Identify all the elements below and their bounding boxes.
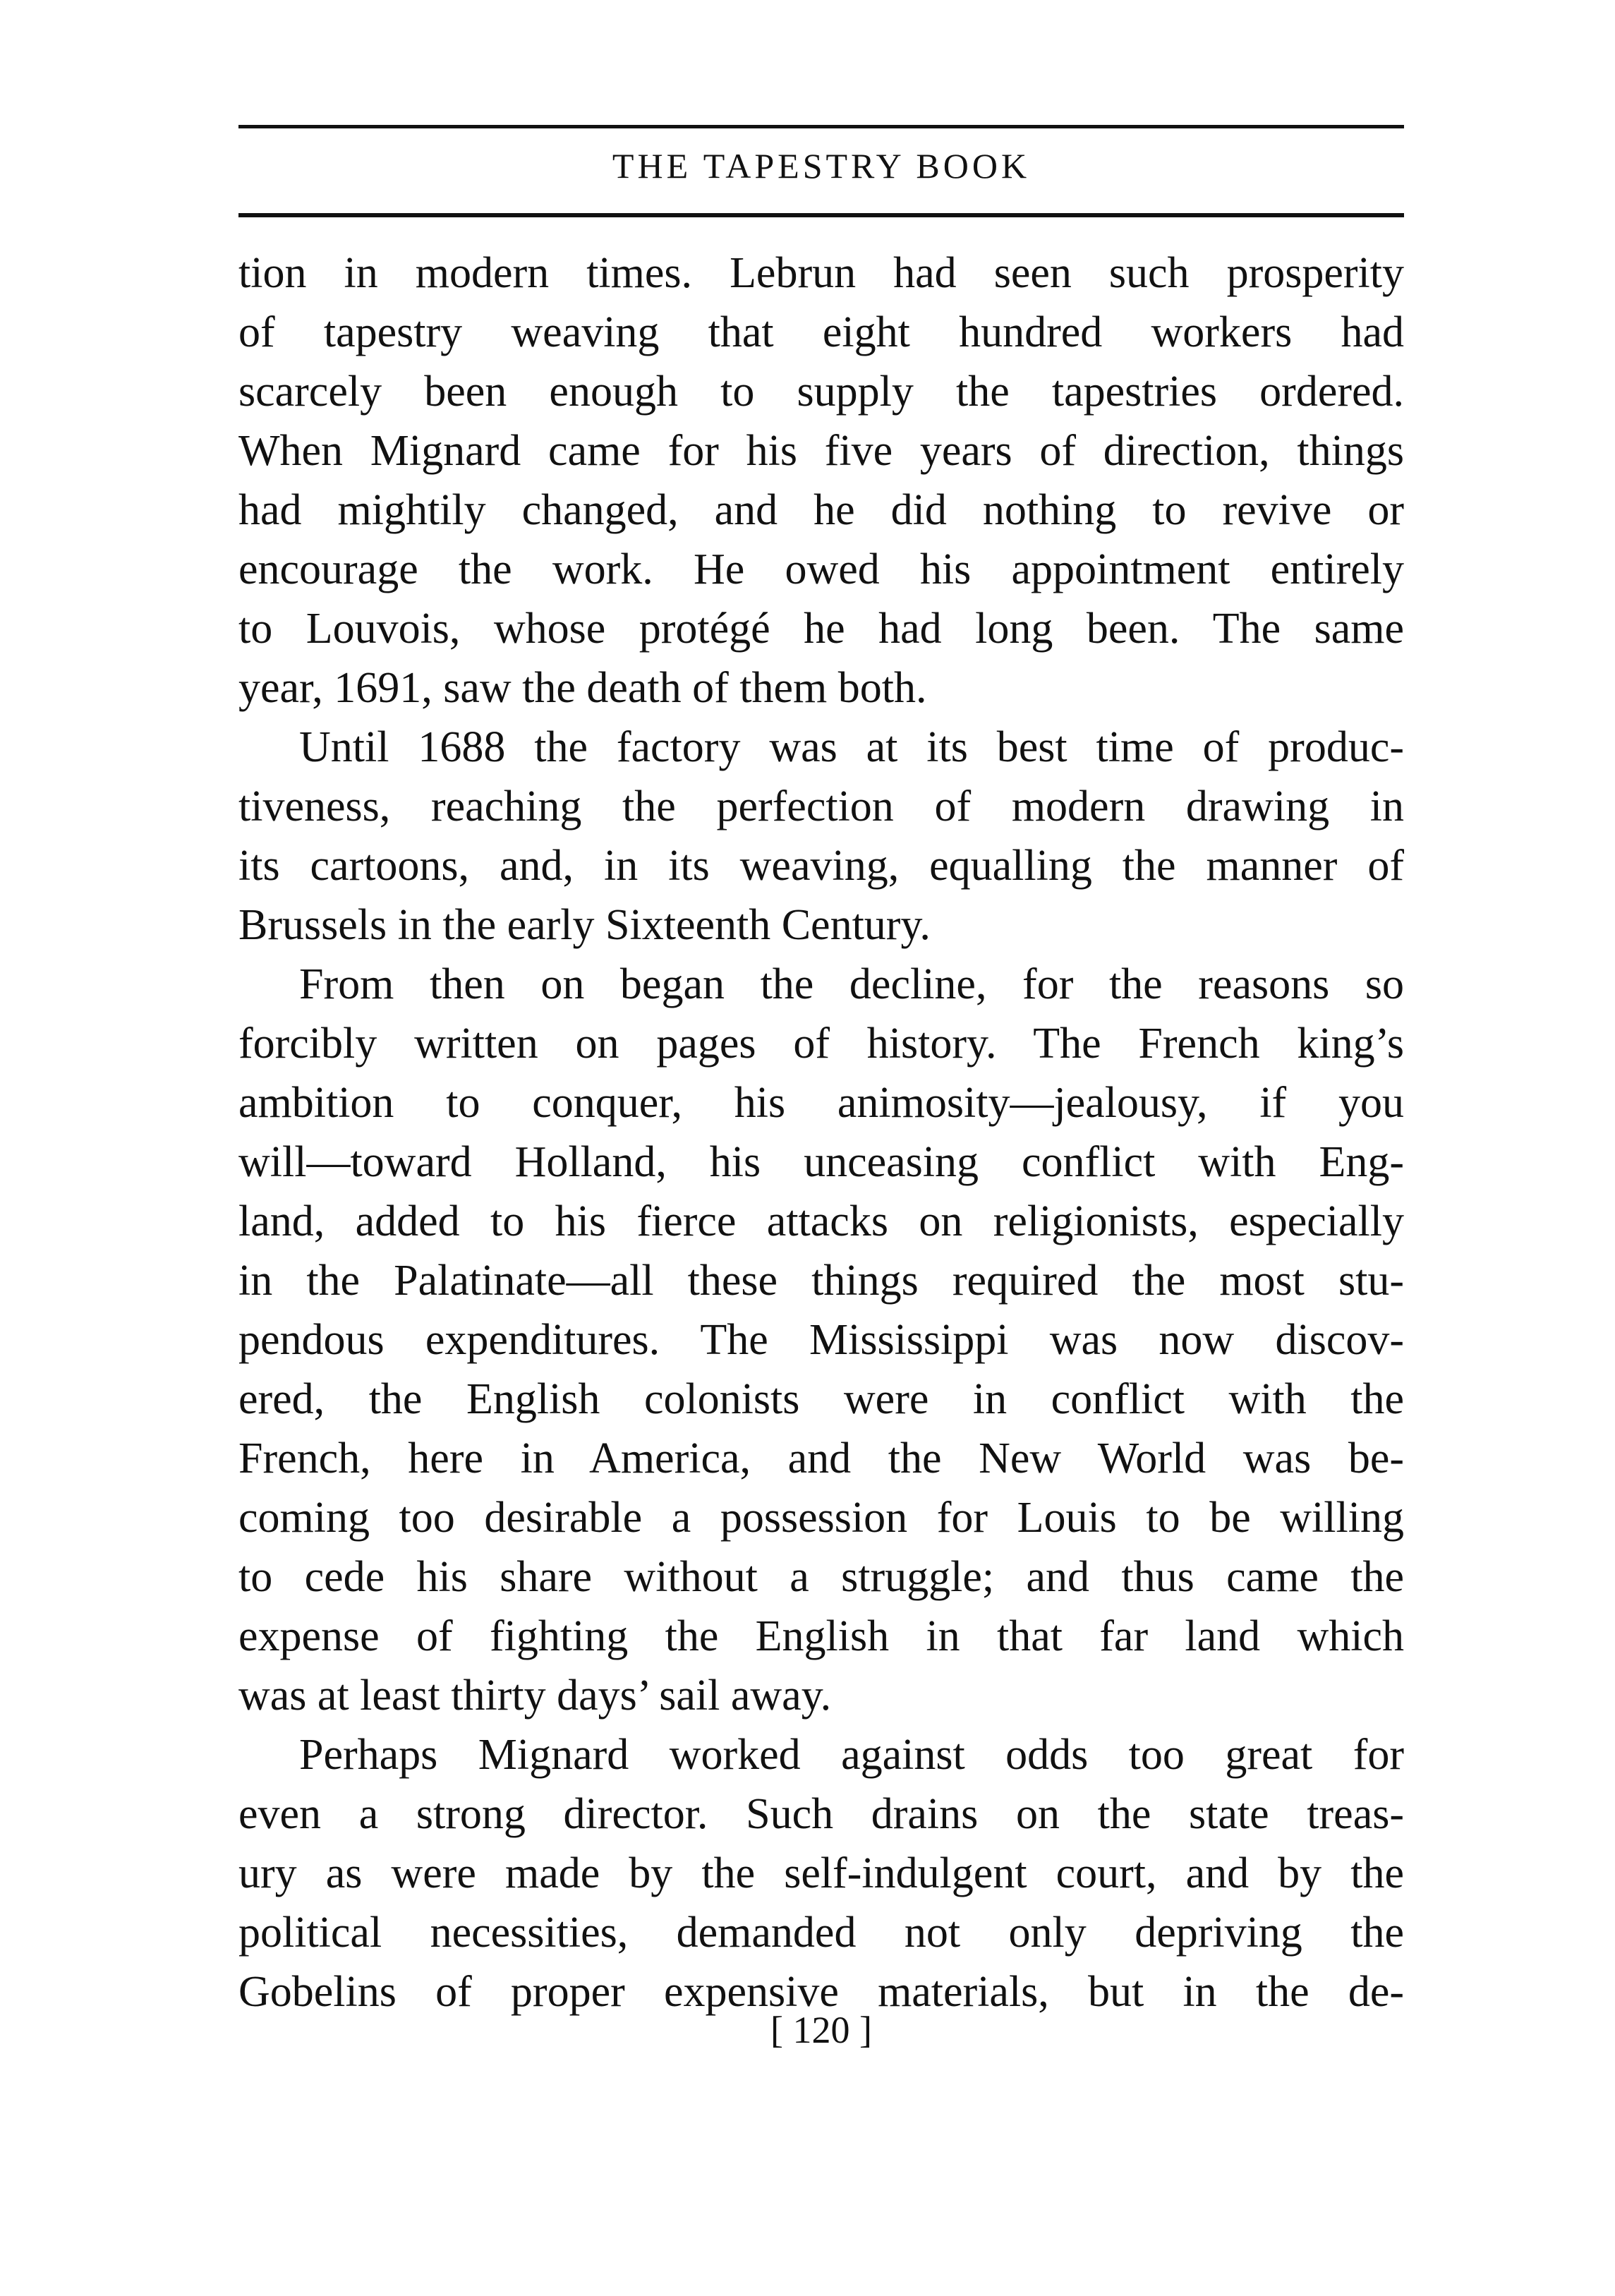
text-line: Until 1688 the factory was at its best time of produc- [299, 723, 1404, 771]
text-line: encourage the work. He owed his appointment entirely [238, 545, 1404, 593]
text-line: ury as were made by the self-indulgent court, and by the [238, 1849, 1404, 1897]
body-text [238, 243, 1404, 2022]
text-line: was at least thirty days’ sail away. [238, 1672, 832, 1720]
header-rule-bottom [238, 213, 1404, 217]
text-line: French, here in America, and the New World was be- [238, 1434, 1404, 1482]
text-line: its cartoons, and, in its weaving, equalling the manner of [238, 842, 1404, 890]
text-line: coming too desirable a possession for Louis to be willing [238, 1494, 1404, 1542]
text-line: land, added to his fierce attacks on religionists, especially [238, 1197, 1404, 1245]
text-line: tion in modern times. Lebrun had seen such prosperity [238, 249, 1404, 297]
text-line: of tapestry weaving that eight hundred workers had [238, 308, 1404, 356]
running-head: THE TAPESTRY BOOK [612, 146, 1031, 186]
paragraph [238, 1725, 1404, 2022]
text-line: scarcely been enough to supply the tapestries ordered. [238, 368, 1404, 416]
text-line: to cede his share without a struggle; and thus came the [238, 1553, 1404, 1601]
text-line: Perhaps Mignard worked against odds too great for [299, 1731, 1404, 1779]
text-line: in the Palatinate—all these things required the most stu- [238, 1257, 1404, 1305]
text-line: even a strong director. Such drains on the state treas- [238, 1790, 1404, 1838]
text-line: ered, the English colonists were in conflict with the [238, 1375, 1404, 1423]
header-rule-top [238, 125, 1404, 128]
paragraph [238, 955, 1404, 1725]
text-line: political necessities, demanded not only depriving the [238, 1909, 1404, 1957]
text-line: ambition to conquer, his animosity—jealousy, if you [238, 1079, 1404, 1127]
text-line: Gobelins of proper expensive materials, but in the de- [238, 1968, 1404, 2016]
paragraph [238, 718, 1404, 955]
text-line: had mightily changed, and he did nothing to revive or [238, 486, 1404, 534]
paragraph [238, 243, 1404, 718]
text-line: tiveness, reaching the perfection of modern drawing in [238, 783, 1404, 830]
text-line: to Louvois, whose protégé he had long been. The same [238, 605, 1404, 653]
text-line: From then on began the decline, for the reasons so [299, 960, 1404, 1008]
text-line: pendous expenditures. The Mississippi was now discov- [238, 1316, 1404, 1364]
text-line: When Mignard came for his five years of direction, things [238, 427, 1404, 475]
text-line: forcibly written on pages of history. The French king’s [238, 1020, 1404, 1068]
text-line: Brussels in the early Sixteenth Century. [238, 901, 931, 949]
text-line: year, 1691, saw the death of them both. [238, 664, 927, 712]
text-line: expense of fighting the English in that far land which [238, 1612, 1404, 1660]
page-number: [ 120 ] [770, 2009, 872, 2051]
text-line: will—toward Holland, his unceasing conflict with Eng- [238, 1138, 1404, 1186]
